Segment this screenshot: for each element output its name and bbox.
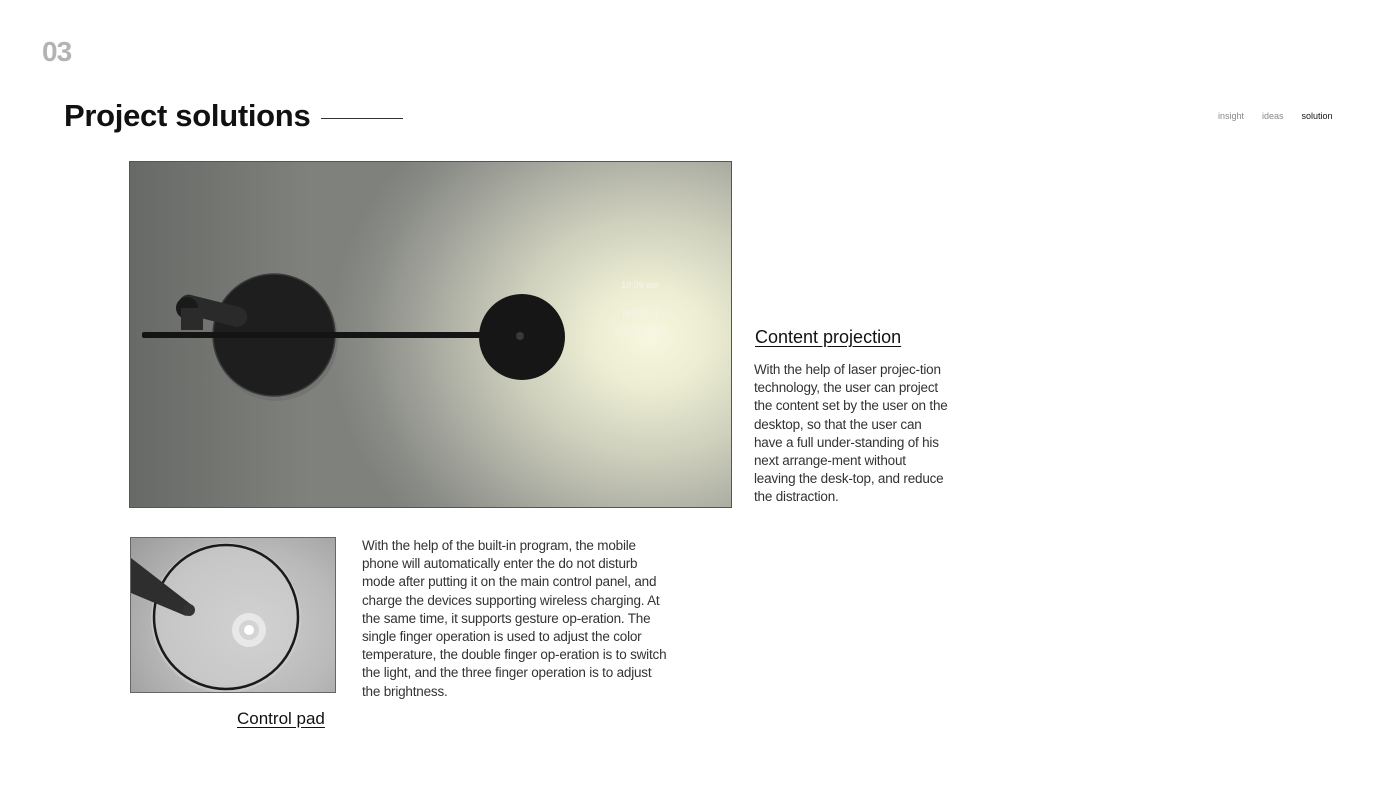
lamp-head-pivot	[516, 332, 524, 340]
projected-line-2: 英语文章阅读	[612, 326, 667, 336]
nav-item-insight[interactable]: insight	[1218, 111, 1245, 121]
projected-line-1: 阅读报刊	[621, 309, 658, 319]
content-projection-heading: Content projection	[755, 327, 902, 347]
lamp-stem	[181, 308, 203, 330]
section-nav	[1218, 111, 1333, 121]
nav-item-solution[interactable]: solution	[1301, 111, 1333, 121]
control-pad-render	[131, 538, 336, 693]
pad-arm-tip	[183, 604, 195, 616]
nav-item-ideas[interactable]: ideas	[1262, 111, 1284, 121]
content-projection-image	[129, 161, 732, 508]
page-title: Project solutions	[64, 98, 311, 133]
content-projection-description: With the help of laser projec-tion technology, the user can project the content set by the user on the desktop, so that the user can have a full under-standing of his next arrange-ment without leaving the desk-top, and reduce the distraction.	[754, 362, 948, 505]
control-pad-caption: Control pad	[237, 709, 325, 728]
page-number: 03	[42, 36, 72, 67]
title-divider	[321, 118, 403, 119]
control-pad-image	[130, 537, 336, 693]
control-pad-description: With the help of the built-in program, the mobile phone will automatically enter the do not disturb mode after putting it on the main control panel, and charge the devices supporting wireless charging. At the same time, it supports gesture op-eration. The single finger operation is used to adjust the color temperature, the double finger op-eration is to switch the light, and the three finger operation is to adjust the brightness.	[362, 538, 667, 699]
pad-sensor-dot	[244, 625, 254, 635]
lamp-arm	[142, 332, 522, 338]
projected-time: 10:09 am	[621, 280, 659, 290]
pad-surface-glow	[151, 543, 301, 693]
